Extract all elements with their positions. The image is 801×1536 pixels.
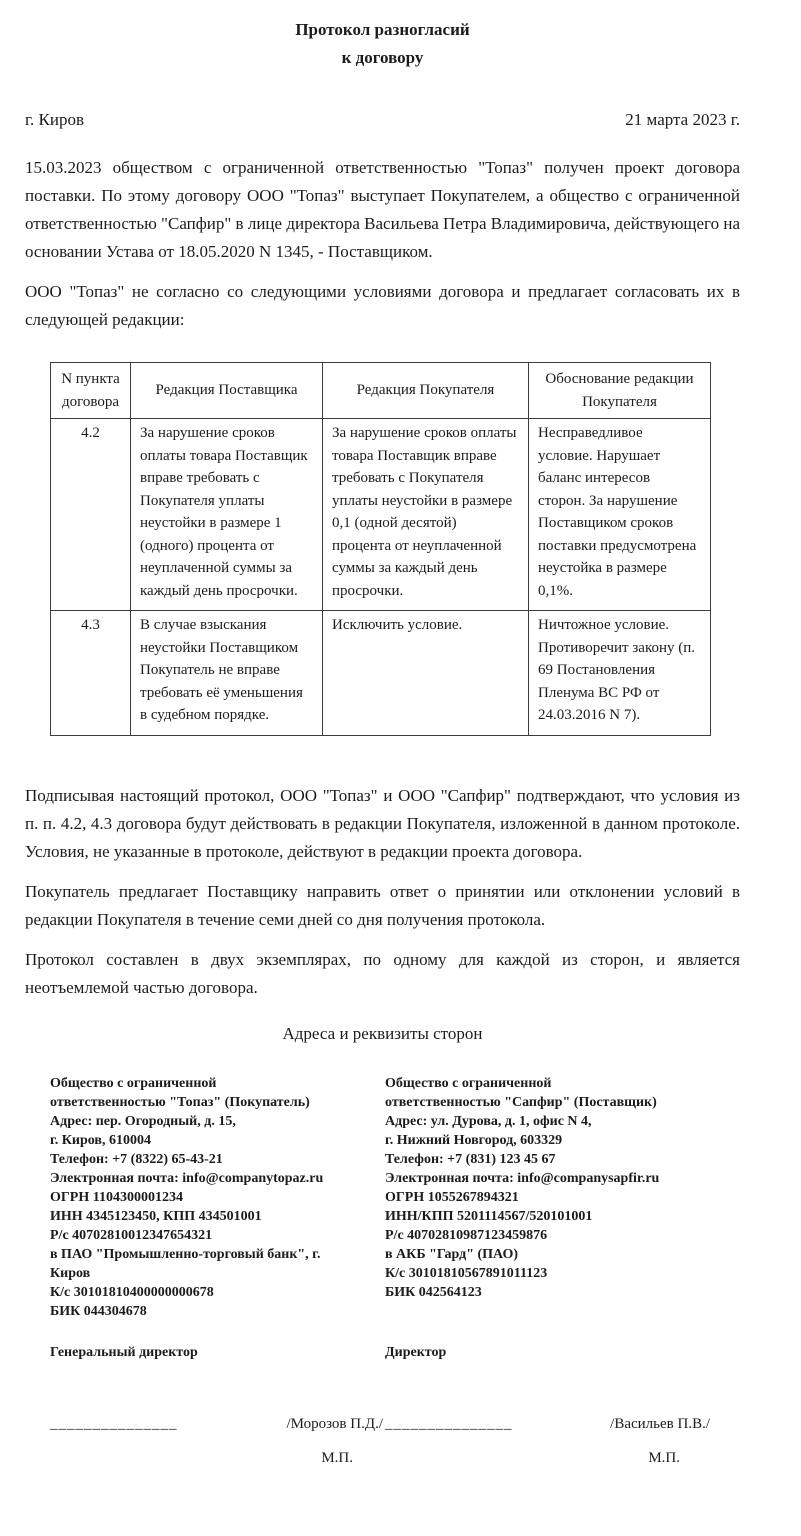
- supplier-version-cell: За нарушение сроков оплаты товара Поставщик вправе требовать с Покупателя уплаты неустойки в размере 1 (одного) процента от неуплаченной суммы за каждый день просрочки.: [131, 419, 323, 611]
- requisite-line: ответственностью "Сапфир" (Поставщик): [385, 1094, 657, 1110]
- supplier-stamp-label: М.П.: [648, 1449, 680, 1466]
- requisite-line: БИК 044304678: [50, 1303, 147, 1319]
- body-paragraph: Подписывая настоящий протокол, ООО "Топаз" и ООО "Сапфир" подтверждают, что условия из п. п. 4.2, 4.3 договора будут действовать в редакции Покупателя, изложенной в данном протоколе. Условия, не указанные в протоколе, действуют в редакции проекта договора.: [25, 785, 740, 861]
- requisite-line: г. Киров, 610004: [50, 1132, 151, 1148]
- city-date-row: [25, 106, 740, 134]
- supplier-signature-line: _______________: [385, 1415, 513, 1432]
- requisite-line: БИК 042564123: [385, 1284, 482, 1300]
- buyer-position-label: Генеральный директор: [50, 1344, 198, 1360]
- requisite-line: Р/с 40702810987123459876: [385, 1227, 548, 1243]
- table-row: [51, 611, 711, 736]
- justification-cell: Ничтожное условие. Противоречит закону (п. 69 Постановления Пленума ВС РФ от 24.03.2016 N 7).: [529, 611, 711, 736]
- requisite-line: Адрес: пер. Огородный, д. 15,: [50, 1113, 236, 1129]
- document-city: г. Киров: [25, 110, 85, 129]
- body-paragraph: 15.03.2023 обществом с ограниченной ответственностью "Топаз" получен проект договора поставки. По этому договору ООО "Топаз" выступает Покупателем, а общество с ограниченной ответственностью "Сапфир" в лице директора Васильева Петра Владимировича, действующего на основании Устава от 18.05.2020 N 1345, - Поставщиком.: [25, 158, 740, 261]
- document-title: [25, 16, 740, 72]
- requisite-line: Электронная почта: info@companytopaz.ru: [50, 1170, 324, 1186]
- supplier-version-cell: В случае взыскания неустойки Поставщиком Покупатель не вправе требовать её уменьшения в судебном порядке.: [131, 611, 323, 736]
- buyer-signature-line: _______________: [50, 1415, 178, 1432]
- table-body: [51, 419, 711, 736]
- body-paragraph: Протокол составлен в двух экземплярах, по одному для каждой из сторон, и является неотъемлемой частью договора.: [25, 949, 740, 997]
- requisite-line: ИНН 4345123450, КПП 434501001: [50, 1208, 262, 1224]
- supplier-requisites: [385, 1074, 712, 1321]
- requisite-line: г. Нижний Новгород, 603329: [385, 1132, 563, 1148]
- requisite-line: Р/с 40702810012347654321: [50, 1227, 213, 1243]
- requisite-line: Телефон: +7 (8322) 65-43-21: [50, 1151, 223, 1167]
- disagreement-table: [50, 362, 711, 736]
- clause-number-cell: 4.2: [51, 419, 131, 611]
- buyer-requisites: [50, 1074, 385, 1321]
- signature-labels-row: [50, 1343, 712, 1362]
- requisite-line: в ПАО "Промышленно-торговый банк", г.: [50, 1246, 321, 1262]
- buyer-version-cell: За нарушение сроков оплаты товара Поставщик вправе требовать с Покупателя уплаты неустойки в размере 0,1 (одной десятой) процента от неуплаченной суммы за каждый день просрочки.: [323, 419, 529, 611]
- body-paragraph: ООО "Топаз" не согласно со следующими условиями договора и предлагает согласовать их в следующей редакции:: [25, 282, 740, 329]
- requisite-line: в АКБ "Гард" (ПАО): [385, 1246, 518, 1262]
- requisite-line: Адрес: ул. Дурова, д. 1, офис N 4,: [385, 1113, 592, 1129]
- supplier-signature-block: [385, 1384, 712, 1468]
- table-header-cell: Редакция Покупателя: [323, 363, 529, 419]
- buyer-version-cell: Исключить условие.: [323, 611, 529, 736]
- table-header-cell: Редакция Поставщика: [131, 363, 323, 419]
- requisite-line: Общество с ограниченной: [385, 1075, 552, 1091]
- requisite-line: ответственностью "Топаз" (Покупатель): [50, 1094, 310, 1110]
- buyer-signature-name: /Морозов П.Д./: [286, 1415, 383, 1432]
- requisites-grid: [50, 1074, 712, 1321]
- justification-cell: Несправедливое условие. Нарушает баланс интересов сторон. За нарушение Поставщиком сроков поставки предусмотрена неустойка в размере 0,1%.: [529, 419, 711, 611]
- signature-row: [50, 1384, 712, 1468]
- table-row: [51, 419, 711, 611]
- requisites-heading: Адреса и реквизиты сторон: [282, 1023, 483, 1043]
- document-date: 21 марта 2023 г.: [625, 110, 740, 129]
- buyer-stamp-label: М.П.: [321, 1449, 353, 1466]
- document-title-line1: Протокол разногласий: [295, 20, 470, 39]
- table-header-row: [51, 363, 711, 419]
- intro-paragraphs: [25, 154, 740, 334]
- requisite-line: ОГРН 1055267894321: [385, 1189, 519, 1205]
- supplier-position-label: Директор: [385, 1344, 447, 1360]
- requisite-line: К/с 30101810400000000678: [50, 1284, 214, 1300]
- requisite-line: Общество с ограниченной: [50, 1075, 217, 1091]
- supplier-signature-name: /Васильев П.В./: [610, 1415, 710, 1432]
- table-header-cell: Обоснование редакции Покупателя: [529, 363, 711, 419]
- buyer-signature-block: [50, 1384, 385, 1468]
- table-header-cell: N пункта договора: [51, 363, 131, 419]
- requisite-line: ИНН/КПП 5201114567/520101001: [385, 1208, 593, 1224]
- requisite-line: ОГРН 1104300001234: [50, 1189, 183, 1205]
- body-paragraph: Покупатель предлагает Поставщику направить ответ о принятии или отклонении условий в редакции Покупателя в течение семи дней со дня получения протокола.: [25, 881, 740, 929]
- document-title-line2: к договору: [341, 48, 424, 67]
- closing-paragraphs: [25, 782, 740, 1002]
- clause-number-cell: 4.3: [51, 611, 131, 736]
- requisite-line: К/с 30101810567891011123: [385, 1265, 548, 1281]
- requisite-line: Киров: [50, 1265, 91, 1281]
- requisite-line: Телефон: +7 (831) 123 45 67: [385, 1151, 556, 1167]
- requisite-line: Электронная почта: info@companysapfir.ru: [385, 1170, 660, 1186]
